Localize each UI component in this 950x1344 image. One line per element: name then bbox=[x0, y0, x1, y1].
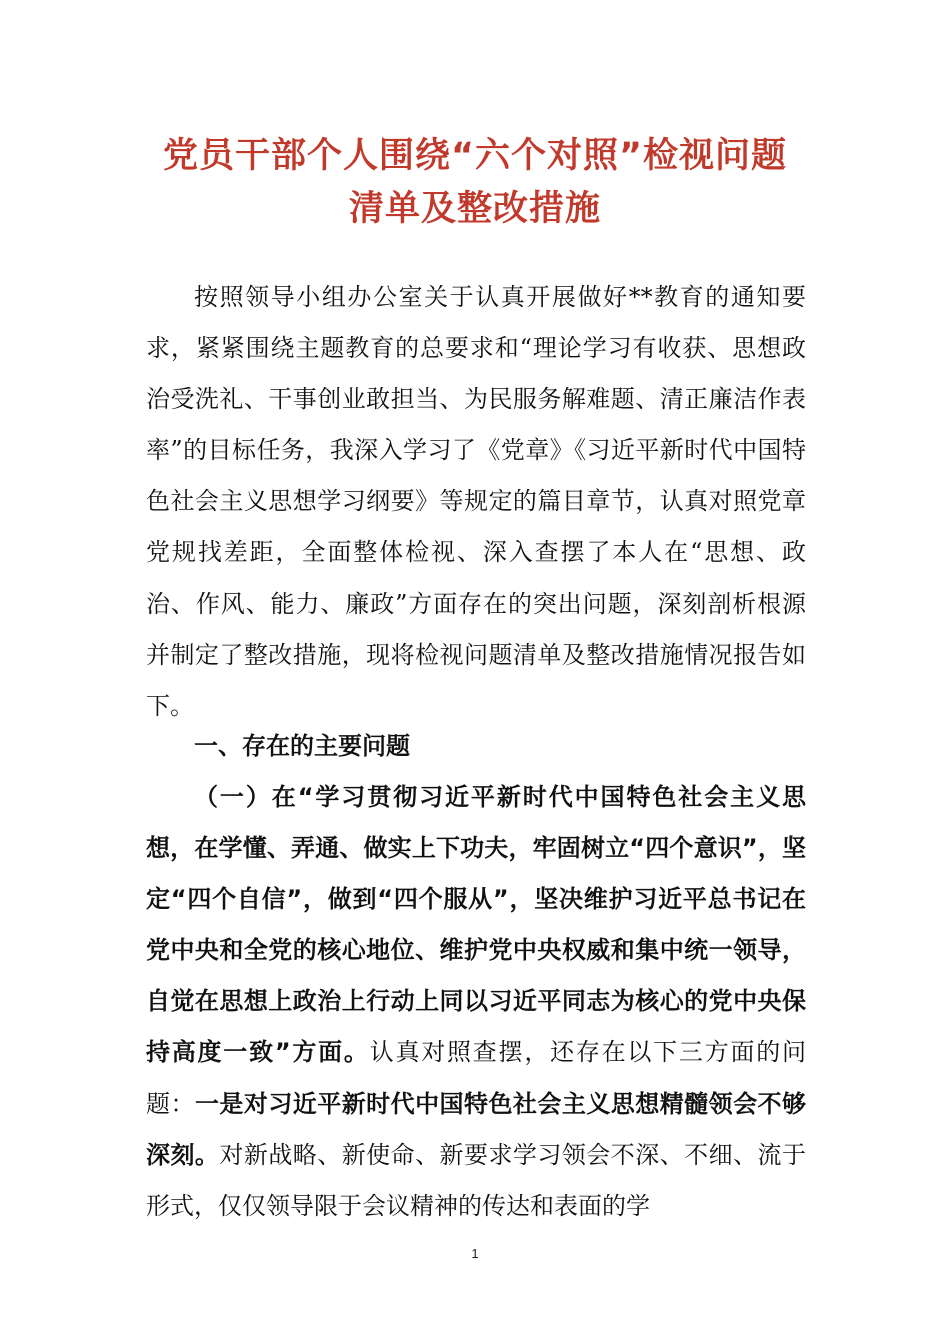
item-one-block bbox=[146, 772, 806, 1232]
item-one-paragraph bbox=[146, 772, 806, 1232]
item-one-text-a: 认真对照查摆，还存在以下三方面的问题： bbox=[146, 1038, 807, 1118]
item-one-bold-text: （一）在“学习贯彻习近平新时代中国特色社会主义思想，在学懂、弄通、做实上下功夫，牢固树立“四个意识”，坚定“四个自信”，做到“四个服从”，坚决维护习近平总书记在党中央和全党的核心地位、维护党中央权威和集中统一领导，自觉在思想上政治上行动上同以习近平同志为核心的党中央保持高度一致”方面。 bbox=[146, 783, 806, 1067]
intro-paragraph: 按照领导小组办公室关于认真开展做好**教育的通知要求，紧紧围绕主题教育的总要求和“理论学习有收获、思想政治受洗礼、干事创业敢担当、为民服务解难题、清正廉洁作表率”的目标任务，我深入学习了《党章》《习近平新时代中国特色社会主义思想学习纲要》等规定的篇目章节，认真对照党章党规找差距，全面整体检视、深入查摆了本人在“思想、政治、作风、能力、廉政”方面存在的突出问题，深刻剖析根源并制定了整改措施，现将检视问题清单及整改措施情况报告如下。 bbox=[146, 283, 806, 720]
document-title-line-1: 党员干部个人围绕“六个对照”检视问题 bbox=[162, 136, 787, 176]
item-one-text-b: 对新战略、新使命、新要求学习领会不深、不细、流于形式，仅仅领导限于会议精神的传达和表面的学 bbox=[146, 1140, 807, 1220]
item-one-point-bold: 一是对习近平新时代中国特色社会主义思想精髓领会不够深刻。 bbox=[146, 1089, 807, 1169]
document-title-line-2: 清单及整改措施 bbox=[348, 189, 601, 229]
intro-paragraph-block bbox=[146, 272, 806, 732]
section-heading: 一、存在的主要问题 bbox=[194, 732, 410, 760]
page-number: 1 bbox=[471, 1246, 479, 1261]
